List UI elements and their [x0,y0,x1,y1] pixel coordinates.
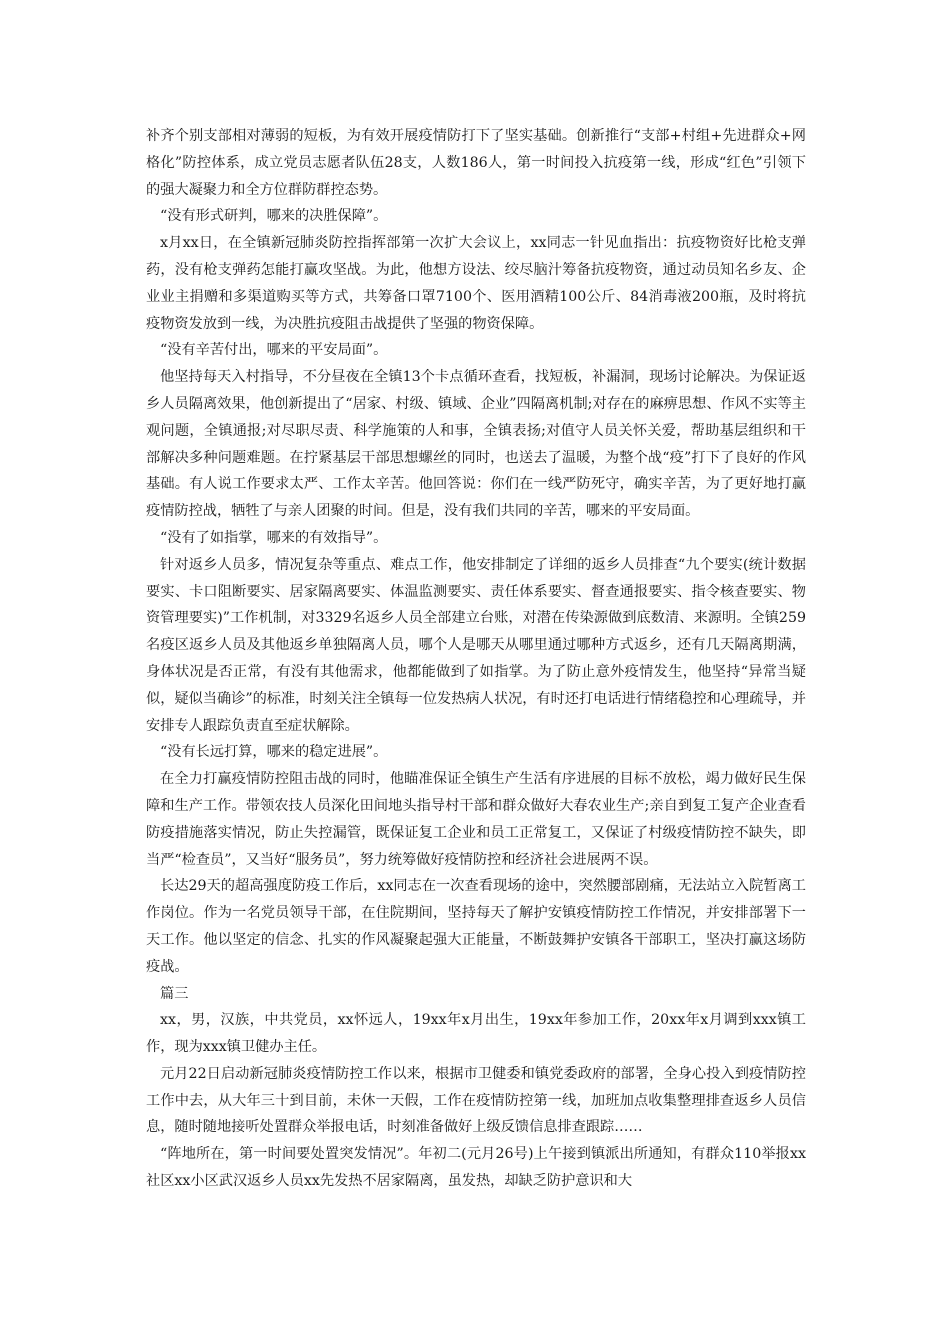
paragraph-3: 他坚持每天入村指导，不分昼夜在全镇13个卡点循环查看，找短板，补漏洞，现场讨论解决。为保证返乡人员隔离效果，他创新提出了“居家、村级、镇域、企业”四隔离机制;对存在的麻痹思想、作风不实等主观问题，全镇通报;对尽职尽责、科学施策的人和事，全镇表扬;对值守人员关怀关爱，帮助基层组织和干部解决多种问题难题。在拧紧基层干部思想螺丝的同时，也送去了温暖，为整个战“疫”打下了良好的作风基础。有人说工作要求太严、工作太辛苦。他回答说：你们在一线严防死守，确实辛苦，为了更好地打赢疫情防控战，牺牲了与亲人团聚的时间。但是，没有我们共同的辛苦，哪来的平安局面。 [146,369,806,520]
document-page [146,123,806,1195]
paragraph-4: 针对返乡人员多，情况复杂等重点、难点工作，他安排制定了详细的返乡人员排查“九个要实(统计数据要实、卡口阻断要实、居家隔离要实、体温监测要实、责任体系要实、督查通报要实、指令核查要实、物资管理要实)”工作机制，对3329名返乡人员全部建立台账，对潜在传染源做到底数清、来源明。全镇259名疫区返乡人员及其他返乡单独隔离人员，哪个人是哪天从哪里通过哪种方式返乡，还有几天隔离期满，身体状况是否正常，有没有其他需求，他都能做到了如指掌。为了防止意外疫情发生，他坚持“异常当疑似，疑似当确诊”的标准，时刻关注全镇每一位发热病人状况，有时还打电话进行情绪稳控和心理疏导，并安排专人跟踪负责直至症状解除。 [146,556,806,734]
section-heading-part3: 篇三 [160,985,189,1002]
paragraph-6: 长达29天的超高强度防疫工作后，xx同志在一次查看现场的途中，突然腰部剧痛，无法站立入院暂离工作岗位。作为一名党员领导干部，在住院期间，坚持每天了解护安镇疫情防控工作情况，并安排部署下一天工作。他以坚定的信念、扎实的作风凝聚起强大正能量，不断鼓舞护安镇各干部职工，坚决打赢这场防疫战。 [146,878,806,975]
section-quote-3: “没有了如指掌，哪来的有效指导”。 [160,529,388,546]
paragraph-8: 元月22日启动新冠肺炎疫情防控工作以来，根据市卫健委和镇党委政府的部署，全身心投入到疫情防控工作中去，从大年三十到目前，未休一天假，工作在疫情防控第一线，加班加点收集整理排查返乡人员信息，随时随地接听处置群众举报电话，时刻准备做好上级反馈信息排查跟踪…… [146,1065,806,1136]
paragraph-9: “阵地所在，第一时间要处置突发情况”。年初二(元月26号)上午接到镇派出所通知，有群众110举报xx社区xx小区武汉返乡人员xx先发热不居家隔离，虽发热，却缺乏防护意识和大 [146,1146,806,1190]
paragraph-1: 补齐个别支部相对薄弱的短板，为有效开展疫情防打下了坚实基础。创新推行“支部+村组+先进群众+网格化”防控体系，成立党员志愿者队伍28支，人数186人，第一时间投入抗疫第一线，形成“红色”引领下的强大凝聚力和全方位群防群控态势。 [146,128,806,198]
section-quote-4: “没有长远打算，哪来的稳定进展”。 [160,744,388,761]
paragraph-2: x月xx日，在全镇新冠肺炎防控指挥部第一次扩大会议上，xx同志一针见血指出：抗疫物资好比枪支弹药，没有枪支弹药怎能打赢攻坚战。为此，他想方设法、绞尽脑汁筹备抗疫物资，通过动员知名乡友、企业业主捐赠和多渠道购买等方式，共筹备口罩7100个、医用酒精100公斤、84消毒液200瓶，及时将抗疫物资发放到一线，为决胜抗疫阻击战提供了坚强的物资保障。 [146,235,806,332]
section-quote-1: “没有形式研判，哪来的决胜保障”。 [160,208,388,225]
section-quote-2: “没有辛苦付出，哪来的平安局面”。 [160,342,388,359]
paragraph-5: 在全力打赢疫情防控阻击战的同时，他瞄准保证全镇生产生活有序进展的目标不放松，竭力做好民生保障和生产工作。带领农技人员深化田间地头指导村干部和群众做好大春农业生产;亲自到复工复产企业查看防疫措施落实情况，防止失控漏管，既保证复工企业和员工正常复工，又保证了村级疫情防控不缺失，即当严“检查员”，又当好“服务员”，努力统筹做好疫情防控和经济社会进展两不误。 [146,771,806,868]
paragraph-7: xx，男，汉族，中共党员，xx怀远人，19xx年x月出生，19xx年参加工作，20xx年x月调到xxx镇工作，现为xxx镇卫健办主任。 [146,1012,806,1056]
